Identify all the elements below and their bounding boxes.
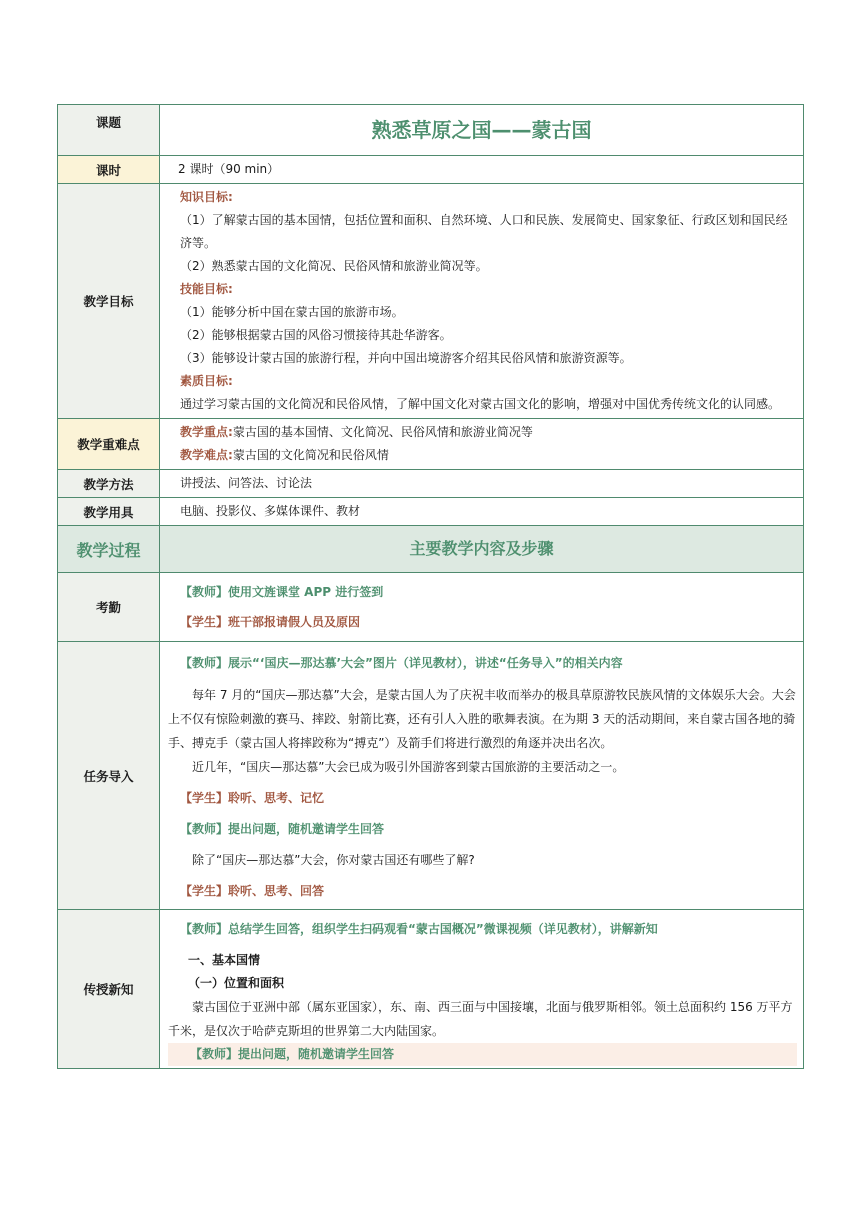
page-title: 熟悉草原之国——蒙古国: [371, 118, 592, 142]
key-point-label: 教学重点:: [180, 425, 233, 439]
section-heading-1: 一、基本国情: [188, 953, 261, 967]
row-task-intro: [58, 642, 804, 910]
task-question: 除了“国庆—那达慕”大会，你对蒙古国还有哪些了解?: [192, 853, 475, 867]
task-student-2: 【学生】聆听、思考、回答: [180, 884, 325, 898]
label-objectives: 教学目标: [58, 184, 160, 419]
new-knowledge-cell: [160, 910, 804, 1069]
topic-cell: [160, 105, 804, 156]
row-hours: [58, 156, 804, 184]
label-methods: 教学方法: [58, 470, 160, 498]
label-new-knowledge: 传授新知: [58, 910, 160, 1069]
label-task-intro: 任务导入: [58, 642, 160, 910]
new-teacher-2: 【教师】提出问题，随机邀请学生回答: [168, 1043, 797, 1066]
attendance-teacher: 【教师】使用文旌课堂 APP 进行签到: [180, 585, 384, 599]
new-paragraph-1: 蒙古国位于亚洲中部（属东亚国家），东、南、西三面与中国接壤，北面与俄罗斯相邻。领土总面积约 156 万平方千米，是仅次于哈萨克斯坦的世界第二大内陆国家。: [168, 1000, 793, 1038]
section-heading-2: （一）位置和面积: [188, 976, 285, 990]
quality-objective-heading: 素质目标:: [180, 374, 233, 388]
knowledge-objective-1: （1）了解蒙古国的基本国情，包括位置和面积、自然环境、人口和民族、发展简史、国家象征、行政区划和国民经济等。: [180, 213, 788, 250]
process-heading: 主要教学内容及步骤: [160, 526, 803, 572]
key-point-text: 蒙古国的基本国情、文化简况、民俗风情和旅游业简况等: [232, 425, 533, 439]
skill-objective-3: （3）能够设计蒙古国的旅游行程，并向中国出境游客介绍其民俗风情和旅游资源等。: [180, 351, 632, 365]
difficulty-label: 教学难点:: [180, 448, 233, 462]
label-topic: 课题: [58, 105, 160, 156]
new-teacher-1: 【教师】总结学生回答，组织学生扫码观看“蒙古国概况”微课视频（详见教材），讲解新知: [180, 922, 658, 936]
label-hours: 课时: [58, 156, 160, 184]
row-key-points: [58, 419, 804, 470]
knowledge-objective-2: （2）熟悉蒙古国的文化简况、民俗风情和旅游业简况等。: [180, 259, 488, 273]
label-process: 教学过程: [58, 526, 160, 573]
row-methods: [58, 470, 804, 498]
row-objectives: [58, 184, 804, 419]
methods-value: 讲授法、问答法、讨论法: [160, 470, 804, 498]
task-teacher-1: 【教师】展示“‘国庆—那达慕’大会”图片（详见教材），讲述“任务导入”的相关内容: [180, 656, 623, 670]
quality-objective-1: 通过学习蒙古国的文化简况和民俗风情，了解中国文化对蒙古国文化的影响，增强对中国优秀传统文化的认同感。: [180, 397, 781, 411]
task-intro-cell: [160, 642, 804, 910]
key-points-cell: [160, 419, 804, 470]
process-header-cell: [160, 526, 804, 573]
attendance-cell: [160, 573, 804, 642]
row-process-header: [58, 526, 804, 573]
label-key-points: 教学重难点: [58, 419, 160, 470]
row-tools: [58, 498, 804, 526]
task-paragraph-1: 每年 7 月的“国庆—那达慕”大会，是蒙古国人为了庆祝丰收而举办的极具草原游牧民族风情的文体娱乐大会。大会上不仅有惊险刺激的赛马、摔跤、射箭比赛，还有引人入胜的歌舞表演。在为期 3 天的活动期间，来自蒙古国各地的骑手、搏克手（蒙古国人将摔跤称为“搏克”）及箭手们将进行激烈的角逐并决出名次。: [168, 688, 796, 750]
row-new-knowledge: [58, 910, 804, 1069]
tools-value: 电脑、投影仪、多媒体课件、教材: [160, 498, 804, 526]
knowledge-objective-heading: 知识目标:: [180, 190, 233, 204]
skill-objective-2: （2）能够根据蒙古国的风俗习惯接待其赴华游客。: [180, 328, 452, 342]
skill-objective-heading: 技能目标:: [180, 282, 233, 296]
row-topic: [58, 105, 804, 156]
label-attendance: 考勤: [58, 573, 160, 642]
label-tools: 教学用具: [58, 498, 160, 526]
task-student-1: 【学生】聆听、思考、记忆: [180, 791, 325, 805]
lesson-plan-table: [57, 104, 804, 1069]
attendance-student: 【学生】班干部报请假人员及原因: [180, 615, 361, 629]
task-teacher-2: 【教师】提出问题，随机邀请学生回答: [180, 822, 385, 836]
objectives-cell: [160, 184, 804, 419]
row-attendance: [58, 573, 804, 642]
task-paragraph-2: 近几年，“国庆—那达慕”大会已成为吸引外国游客到蒙古国旅游的主要活动之一。: [192, 760, 625, 774]
hours-value: 2 课时（90 min）: [160, 156, 804, 184]
difficulty-text: 蒙古国的文化简况和民俗风情: [232, 448, 389, 462]
skill-objective-1: （1）能够分析中国在蒙古国的旅游市场。: [180, 305, 404, 319]
